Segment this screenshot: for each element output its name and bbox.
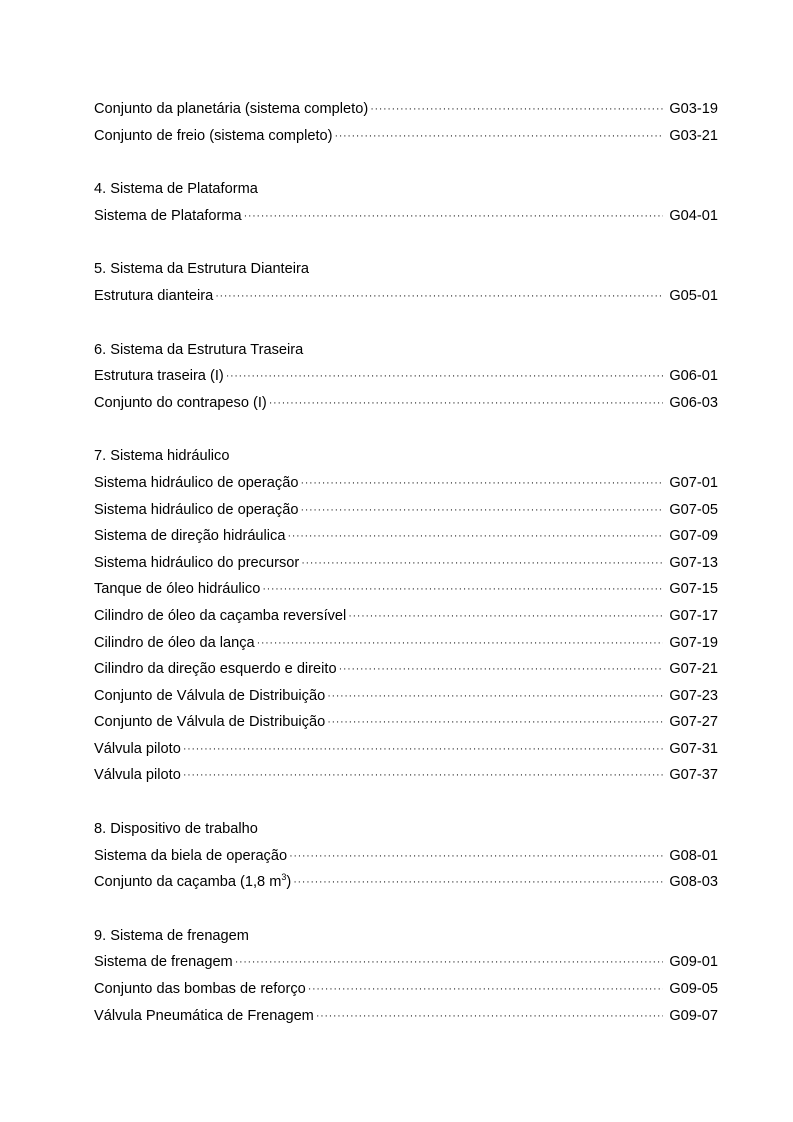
dot-leader [226, 363, 664, 390]
toc-entry-page: G05-01 [669, 287, 718, 304]
section-spacer [94, 416, 718, 443]
section-spacer [94, 310, 718, 337]
toc-entry[interactable] [94, 736, 718, 763]
dot-leader [370, 96, 663, 123]
toc-entry-page: G07-21 [669, 661, 718, 678]
section-spacer [94, 896, 718, 923]
dot-leader [269, 390, 664, 417]
dot-leader [301, 550, 663, 577]
toc-entry-page: G03-19 [669, 101, 718, 117]
toc-entry-title [94, 123, 334, 150]
toc-entry-title [94, 949, 235, 976]
toc-entry-page: G06-01 [669, 368, 718, 385]
toc-entry-title [94, 550, 301, 577]
table-of-contents [94, 96, 718, 1029]
toc-entry-title [94, 630, 257, 657]
toc-entry-title [94, 470, 300, 497]
toc-entry-title-text: Sistema de direção hidráulica [94, 528, 286, 545]
dot-leader [287, 523, 663, 550]
toc-entry[interactable] [94, 656, 718, 683]
toc-entry-title-text: Válvula piloto [94, 740, 181, 757]
toc-entry[interactable] [94, 497, 718, 524]
toc-entry-title-text: Cilindro de óleo da lança [94, 634, 255, 651]
toc-entry[interactable] [94, 843, 718, 870]
toc-entry-title-text: Conjunto da planetária (sistema completo) [94, 101, 369, 117]
toc-entry-title [94, 656, 339, 683]
toc-entry-title [94, 762, 183, 789]
toc-entry[interactable] [94, 576, 718, 603]
section-heading: 4. Sistema de Plataforma [94, 181, 258, 198]
toc-entry-page: G06-03 [669, 394, 718, 411]
toc-entry-title [94, 523, 287, 550]
toc-entry-title-text: Sistema hidráulico de operação [94, 474, 299, 491]
dot-leader [348, 603, 663, 630]
toc-entry-title [94, 283, 215, 310]
toc-entry[interactable] [94, 283, 718, 310]
toc-entry-title-text: Conjunto de Válvula de Distribuição [94, 687, 326, 704]
dot-leader [327, 709, 663, 736]
toc-entry-title-text: Sistema da biela de operação [94, 847, 288, 864]
toc-entry-title-text: Conjunto da caçamba (1,8 m [94, 874, 282, 891]
section-heading: 7. Sistema hidráulico [94, 448, 230, 465]
toc-entry-title [94, 976, 308, 1003]
toc-entry-title-text: Válvula piloto [94, 767, 181, 784]
dot-leader [183, 736, 664, 763]
toc-entry-title [94, 843, 289, 870]
toc-entry[interactable] [94, 630, 718, 657]
toc-entry-page: G07-27 [669, 714, 718, 731]
toc-entry[interactable] [94, 603, 718, 630]
dot-leader [327, 683, 663, 710]
toc-entry-title-text: Conjunto de Válvula de Distribuição [94, 714, 326, 731]
toc-entry[interactable] [94, 709, 718, 736]
toc-entry-page: G07-17 [669, 607, 718, 624]
section-spacer [94, 149, 718, 176]
toc-entry-page: G08-03 [669, 874, 718, 891]
section-heading: 5. Sistema da Estrutura Dianteira [94, 261, 309, 278]
section-heading: 8. Dispositivo de trabalho [94, 821, 258, 838]
toc-entry-title [94, 576, 262, 603]
toc-entry[interactable] [94, 123, 718, 150]
toc-entry[interactable] [94, 683, 718, 710]
toc-entry-page: G07-05 [669, 501, 718, 518]
toc-entry-title-text: Válvula Pneumática de Frenagem [94, 1007, 314, 1024]
toc-entry[interactable] [94, 96, 718, 123]
toc-entry-title [94, 736, 183, 763]
toc-entry-page: G08-01 [669, 847, 718, 864]
toc-entry-title-text: Sistema hidráulico de operação [94, 501, 299, 518]
dot-leader [235, 949, 664, 976]
section-heading: 9. Sistema de frenagem [94, 927, 249, 944]
dot-leader [244, 203, 664, 230]
toc-entry-title [94, 683, 327, 710]
toc-entry-page: G07-01 [669, 474, 718, 491]
dot-leader [316, 1003, 663, 1030]
toc-entry-title-text: Cilindro de óleo da caçamba reversível [94, 607, 347, 624]
toc-entry-page: G07-19 [669, 634, 718, 651]
toc-entry-title [94, 869, 293, 896]
toc-entry-title [94, 363, 226, 390]
section-heading: 6. Sistema da Estrutura Traseira [94, 341, 304, 358]
toc-entry[interactable] [94, 762, 718, 789]
toc-entry[interactable] [94, 949, 718, 976]
toc-entry-title-text: Estrutura dianteira [94, 287, 214, 304]
toc-entry-title [94, 603, 348, 630]
section-spacer [94, 789, 718, 816]
dot-leader [257, 630, 664, 657]
dot-leader [183, 762, 664, 789]
toc-entry[interactable] [94, 390, 718, 417]
dot-leader [289, 843, 663, 870]
toc-entry-page: G07-37 [669, 767, 718, 784]
toc-entry[interactable] [94, 869, 718, 896]
dot-leader [300, 470, 663, 497]
toc-entry-title-text: Cilindro da direção esquerdo e direito [94, 661, 337, 678]
toc-entry-title-text: Sistema de frenagem [94, 954, 233, 971]
toc-entry-page: G07-15 [669, 581, 718, 598]
toc-entry-title [94, 390, 269, 417]
toc-entry[interactable] [94, 976, 718, 1003]
toc-entry-page: G07-13 [669, 554, 718, 571]
toc-entry-page: G09-01 [669, 954, 718, 971]
toc-entry-title [94, 497, 300, 524]
toc-entry[interactable] [94, 550, 718, 577]
toc-entry-page: G03-21 [669, 127, 718, 144]
toc-entry-title [94, 96, 370, 123]
toc-entry-title [94, 709, 327, 736]
toc-entry-title-text: Sistema de Plataforma [94, 207, 242, 224]
toc-entry-title-text: Tanque de óleo hidráulico [94, 581, 261, 598]
toc-entry-title-text: Sistema hidráulico do precursor [94, 554, 300, 571]
toc-entry-title-text: Conjunto das bombas de reforço [94, 981, 306, 998]
dot-leader [308, 976, 664, 1003]
toc-entry-title [94, 1003, 316, 1030]
toc-entry-page: G09-07 [669, 1007, 718, 1024]
toc-entry-page: G09-05 [669, 981, 718, 998]
toc-entry[interactable] [94, 470, 718, 497]
section-spacer [94, 229, 718, 256]
dot-leader [262, 576, 663, 603]
toc-entry[interactable] [94, 203, 718, 230]
toc-entry[interactable] [94, 363, 718, 390]
toc-entry-page: G07-23 [669, 687, 718, 704]
toc-entry[interactable] [94, 523, 718, 550]
dot-leader [339, 656, 664, 683]
toc-entry-title [94, 203, 244, 230]
toc-entry-page: G07-09 [669, 528, 718, 545]
dot-leader [334, 123, 663, 150]
superscript: 3 [281, 872, 287, 883]
dot-leader [300, 497, 663, 524]
toc-entry-page: G04-01 [669, 207, 718, 224]
toc-entry-title-text: Estrutura traseira (I) [94, 368, 224, 385]
dot-leader [293, 869, 663, 896]
toc-entry[interactable] [94, 1003, 718, 1030]
toc-entry-title-text: Conjunto do contrapeso (I) [94, 394, 267, 411]
toc-entry-title-tail: ) [286, 874, 292, 891]
dot-leader [215, 283, 663, 310]
toc-entry-page: G07-31 [669, 740, 718, 757]
toc-entry-title-text: Conjunto de freio (sistema completo) [94, 127, 333, 144]
